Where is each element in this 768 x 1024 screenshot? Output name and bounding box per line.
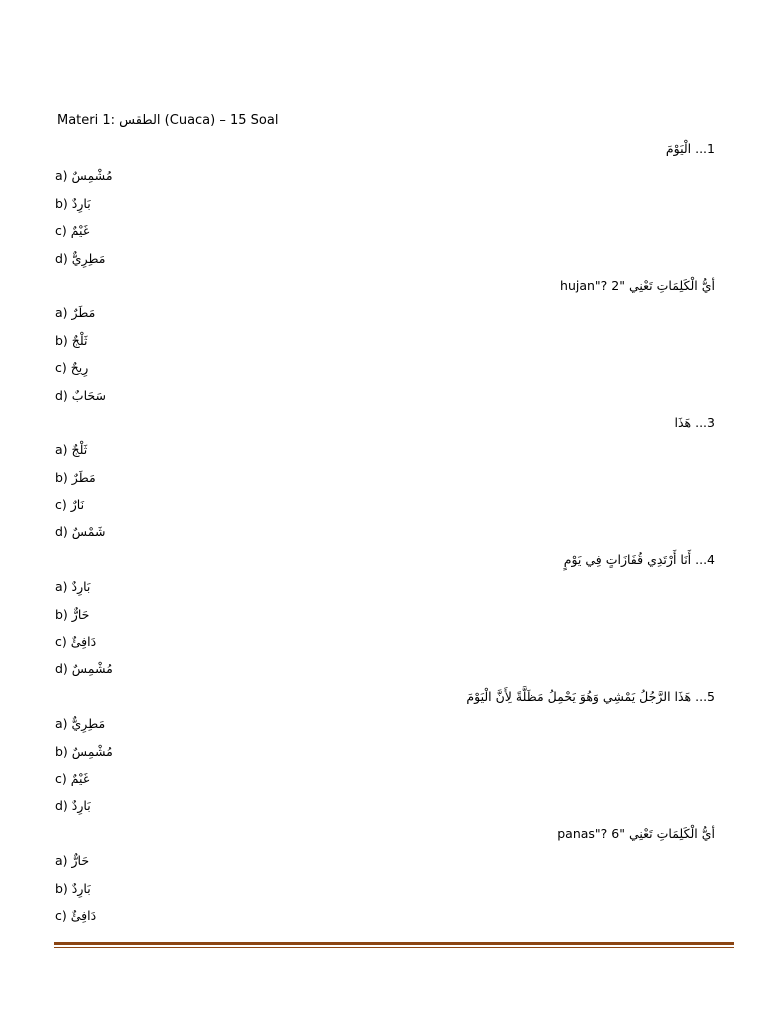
question-2-option-a: a) مَطَرٌ — [55, 305, 96, 321]
question-4: 4... أَنَا أَرْتَدِي قُفَازَاتٍ فِي يَوْمٍ — [563, 551, 715, 567]
question-4-option-b: b) حَارٌّ — [55, 606, 90, 622]
question-4-option-a: a) بَارِدٌ — [55, 579, 91, 595]
question-5-option-b: b) مُشْمِسٌ — [55, 743, 113, 759]
question-list — [55, 140, 715, 934]
question-1-option-a: a) مُشْمِسٌ — [55, 168, 113, 184]
question-3-option-b: b) مَطَرٌ — [55, 469, 96, 485]
question-2-option-c: c) رِيحٌ — [55, 360, 89, 376]
question-2: أيُّ الْكَلِمَاتِ تَعْنِي "hujan"? 2 — [560, 277, 715, 293]
question-3-option-d: d) شَمْسٌ — [55, 524, 106, 540]
question-3-option-c: c) نَارٌ — [55, 497, 85, 513]
question-1: 1... الْيَوْمَ — [665, 141, 715, 156]
question-4-option-d: d) مُشْمِسٌ — [55, 661, 113, 677]
question-6-option-a: a) حَارٌّ — [55, 853, 90, 869]
footer-divider-thin — [54, 947, 734, 948]
question-5: 5... هَذَا الرَّجُلُ يَمْشِي وَهُوَ يَحْمِلُ مَظَلَّةً لِأَنَّ الْيَوْمَ — [466, 688, 715, 704]
question-4-option-c: c) دَافِئٌ — [55, 634, 97, 650]
question-6: أيُّ الْكَلِمَاتِ تَعْنِي "panas"? 6 — [557, 825, 715, 841]
question-1-option-b: b) بَارِدٌ — [55, 195, 91, 211]
question-2-option-d: d) سَحَابٌ — [55, 387, 106, 403]
question-6-option-b: b) بَارِدٌ — [55, 880, 91, 896]
question-5-option-a: a) مَطِرِيٌّ — [55, 716, 106, 732]
question-1-option-c: c) غَيْمٌ — [55, 223, 90, 239]
question-1-option-d: d) مَطِرِيٌّ — [55, 250, 106, 266]
document-title: Materi 1: الطقس (Cuaca) – 15 Soal — [57, 113, 279, 128]
question-6-option-c: c) دَافِئٌ — [55, 907, 97, 923]
question-5-option-d: d) بَارِدٌ — [55, 798, 91, 814]
question-3-option-a: a) ثَلْجٌ — [55, 442, 88, 458]
question-5-option-c: c) غَيْمٌ — [55, 770, 90, 786]
question-2-option-b: b) ثَلْجٌ — [55, 332, 88, 348]
footer-divider-thick — [54, 942, 734, 945]
question-3: 3... هَذَا — [674, 414, 715, 430]
